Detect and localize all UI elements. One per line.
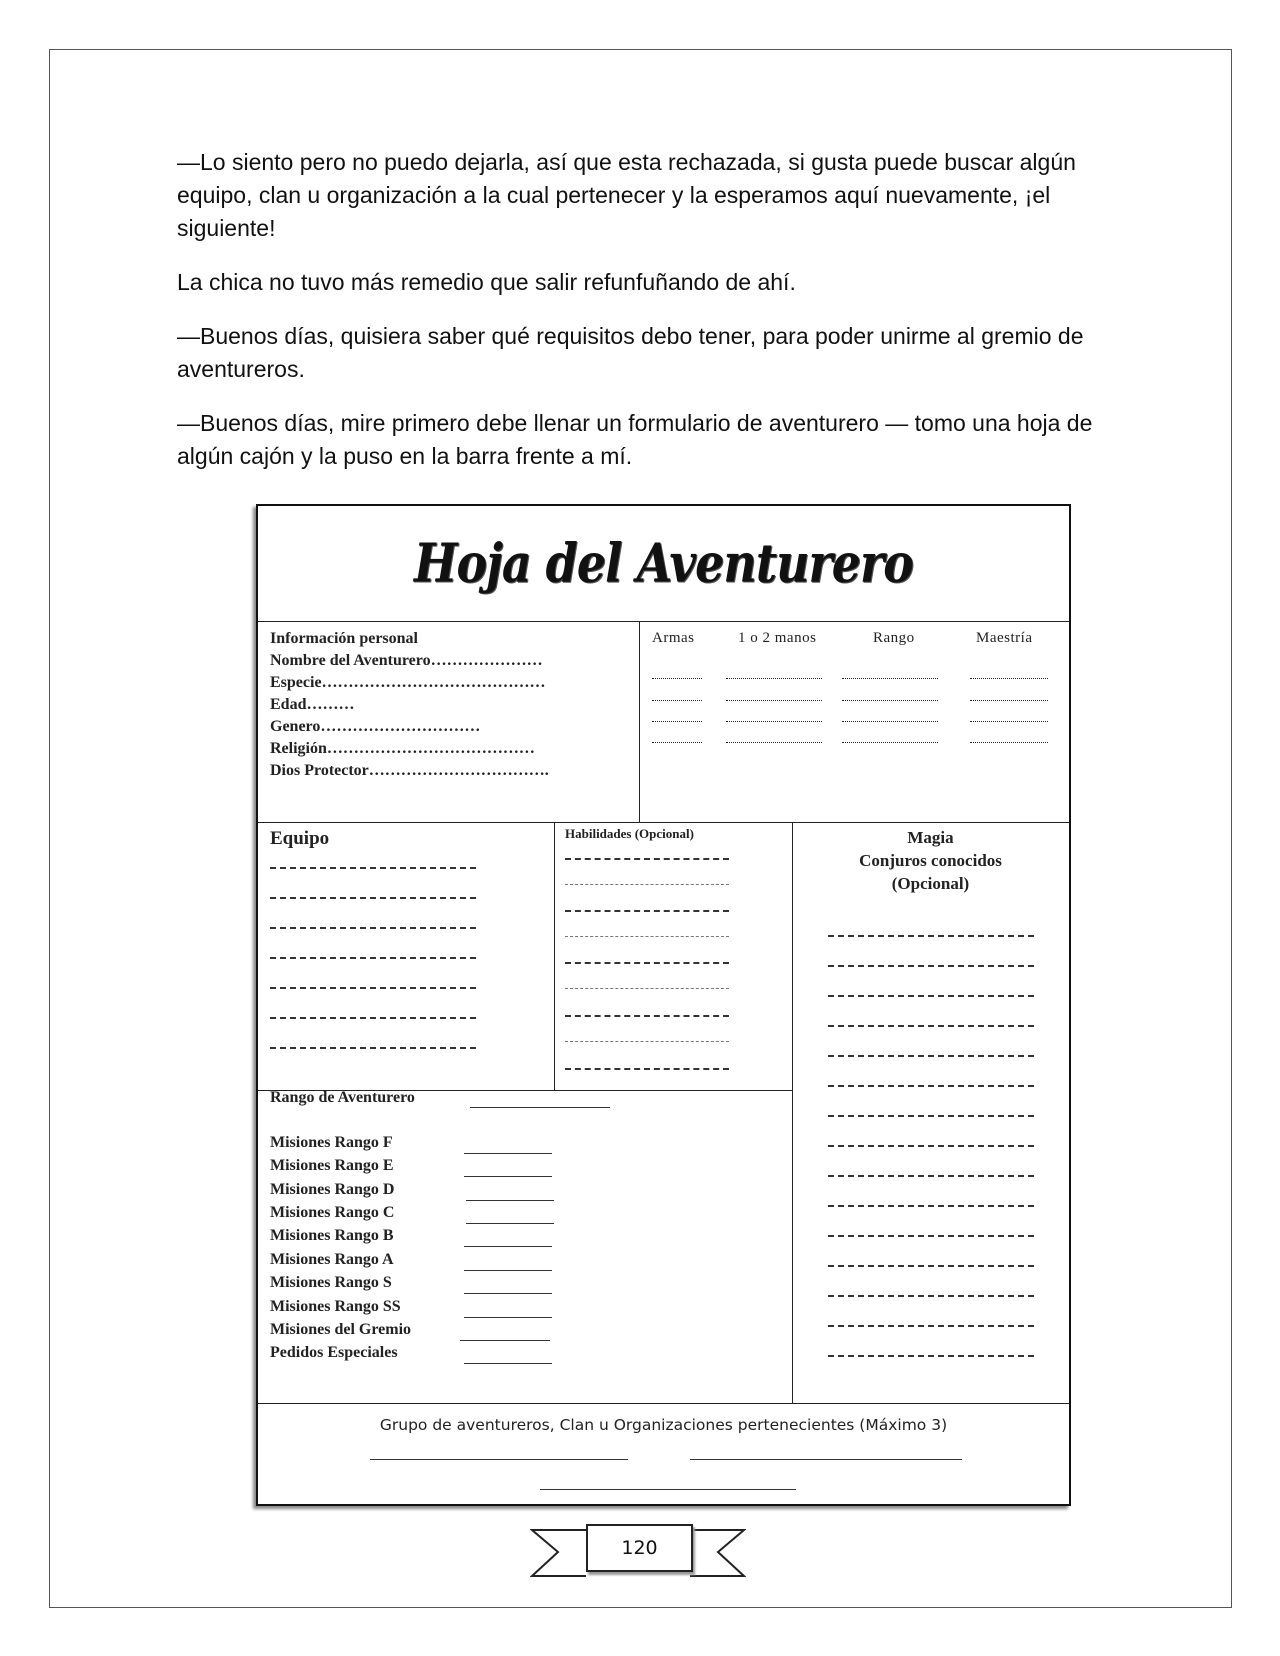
- personal-field: Especie……………………………………: [270, 674, 546, 691]
- blank-line: [370, 1459, 628, 1460]
- blank-line: [726, 721, 822, 722]
- blank-line: [565, 910, 729, 912]
- blank-line: [460, 1340, 550, 1341]
- mission-label: Misiones del Gremio: [270, 1321, 412, 1338]
- magic-subtitle: Conjuros conocidos: [859, 851, 1002, 870]
- blank-line: [565, 884, 729, 885]
- blank-line: [970, 742, 1048, 743]
- blank-line: [726, 700, 822, 701]
- blank-line: [828, 995, 1034, 997]
- blank-line: [466, 1223, 554, 1224]
- magic-optional: (Opcional): [891, 874, 970, 893]
- blank-line: [726, 678, 822, 679]
- blank-line: [828, 1115, 1034, 1117]
- personal-info-section: [258, 622, 640, 822]
- blank-line: [464, 1153, 552, 1154]
- sheet-title: Hoja del Aventurero: [414, 531, 913, 595]
- blank-line: [270, 957, 476, 959]
- blank-line: [970, 721, 1048, 722]
- blank-line: [828, 1175, 1034, 1177]
- blank-line: [828, 965, 1034, 967]
- blank-line: [828, 1295, 1034, 1297]
- adventurer-sheet: [256, 504, 1071, 1506]
- blank-line: [828, 1145, 1034, 1147]
- blank-line: [842, 721, 938, 722]
- divider: [258, 1403, 1069, 1404]
- personal-field: Nombre del Aventurero…………………: [270, 652, 543, 669]
- page-number: 120: [586, 1524, 693, 1572]
- blank-line: [540, 1489, 796, 1490]
- divider: [792, 822, 793, 1403]
- blank-line: [565, 936, 729, 937]
- hands-header: 1 o 2 manos: [738, 630, 817, 646]
- blank-line: [970, 700, 1048, 701]
- mission-label: Misiones Rango SS: [270, 1298, 401, 1315]
- blank-line: [270, 987, 476, 989]
- blank-line: [828, 1265, 1034, 1267]
- paragraph: —Buenos días, mire primero debe llenar un formulario de aventurero — tomo una hoja de algún cajón y la puso en la barra frente a mí.: [177, 410, 1093, 469]
- mastery-header: Maestría: [976, 630, 1033, 646]
- paragraph: —Lo siento pero no puedo dejarla, así que esta rechazada, si gusta puede buscar algún equipo, clan u organización a la cual pertenecer y la esperamos aquí nuevamente, ¡el siguiente!: [177, 149, 1076, 241]
- blank-line: [464, 1176, 552, 1177]
- personal-field: Religión…………………………………: [270, 740, 535, 757]
- divider: [258, 822, 1069, 823]
- weapons-header: Armas: [652, 630, 695, 646]
- blank-line: [270, 1047, 476, 1049]
- blank-line: [970, 678, 1048, 679]
- rank-title: Rango de Aventurero: [270, 1089, 415, 1106]
- blank-line: [652, 742, 702, 743]
- blank-line: [652, 721, 702, 722]
- blank-line: [828, 1085, 1034, 1087]
- blank-line: [565, 1015, 729, 1017]
- blank-line: [565, 962, 729, 964]
- personal-field: Genero…………………………: [270, 718, 481, 735]
- blank-line: [828, 935, 1034, 937]
- blank-line: [466, 1200, 554, 1201]
- personal-heading: Información personal: [270, 630, 418, 647]
- mission-label: Misiones Rango B: [270, 1227, 394, 1244]
- blank-line: [828, 1025, 1034, 1027]
- mission-label: Misiones Rango S: [270, 1274, 392, 1291]
- paragraph: —Buenos días, quisiera saber qué requisitos debo tener, para poder unirme al gremio de aventureros.: [177, 323, 1084, 382]
- blank-line: [842, 742, 938, 743]
- blank-line: [470, 1107, 610, 1108]
- mission-label: Misiones Rango E: [270, 1157, 394, 1174]
- mission-label: Misiones Rango A: [270, 1251, 394, 1268]
- blank-line: [464, 1317, 552, 1318]
- rank-header: Rango: [873, 630, 915, 646]
- divider: [554, 822, 555, 1090]
- blank-line: [464, 1246, 552, 1247]
- sheet-title-box: [258, 506, 1069, 622]
- blank-line: [270, 897, 476, 899]
- blank-line: [270, 1017, 476, 1019]
- group-title: Grupo de aventureros, Clan u Organizaciones pertenecientes (Máximo 3): [379, 1416, 948, 1434]
- blank-line: [828, 1205, 1034, 1207]
- weapons-section: [640, 622, 1069, 822]
- equipment-title: Equipo: [270, 828, 330, 849]
- blank-line: [565, 1068, 729, 1070]
- blank-line: [828, 1355, 1034, 1357]
- skills-title: Habilidades (Opcional): [565, 826, 694, 841]
- magic-title: Magia: [907, 828, 954, 847]
- mission-label: Misiones Rango F: [270, 1134, 393, 1151]
- blank-line: [565, 1041, 729, 1042]
- blank-line: [270, 867, 476, 869]
- blank-line: [464, 1363, 552, 1364]
- personal-field: Dios Protector…………………………….: [270, 762, 549, 779]
- blank-line: [828, 1055, 1034, 1057]
- blank-line: [828, 1325, 1034, 1327]
- blank-line: [565, 858, 729, 860]
- paragraph: La chica no tuvo más remedio que salir refunfuñando de ahí.: [177, 269, 796, 295]
- blank-line: [270, 927, 476, 929]
- blank-line: [652, 700, 702, 701]
- blank-line: [842, 700, 938, 701]
- blank-line: [828, 1235, 1034, 1237]
- blank-line: [690, 1459, 962, 1460]
- blank-line: [842, 678, 938, 679]
- personal-field: Edad………: [270, 696, 355, 713]
- blank-line: [565, 988, 729, 989]
- mission-label: Misiones Rango D: [270, 1181, 395, 1198]
- mission-label: Misiones Rango C: [270, 1204, 395, 1221]
- body-text: [177, 146, 1107, 494]
- magic-title-block: [792, 826, 1069, 895]
- blank-line: [726, 742, 822, 743]
- mission-label: Pedidos Especiales: [270, 1344, 398, 1361]
- blank-line: [652, 678, 702, 679]
- blank-line: [464, 1270, 552, 1271]
- blank-line: [464, 1293, 552, 1294]
